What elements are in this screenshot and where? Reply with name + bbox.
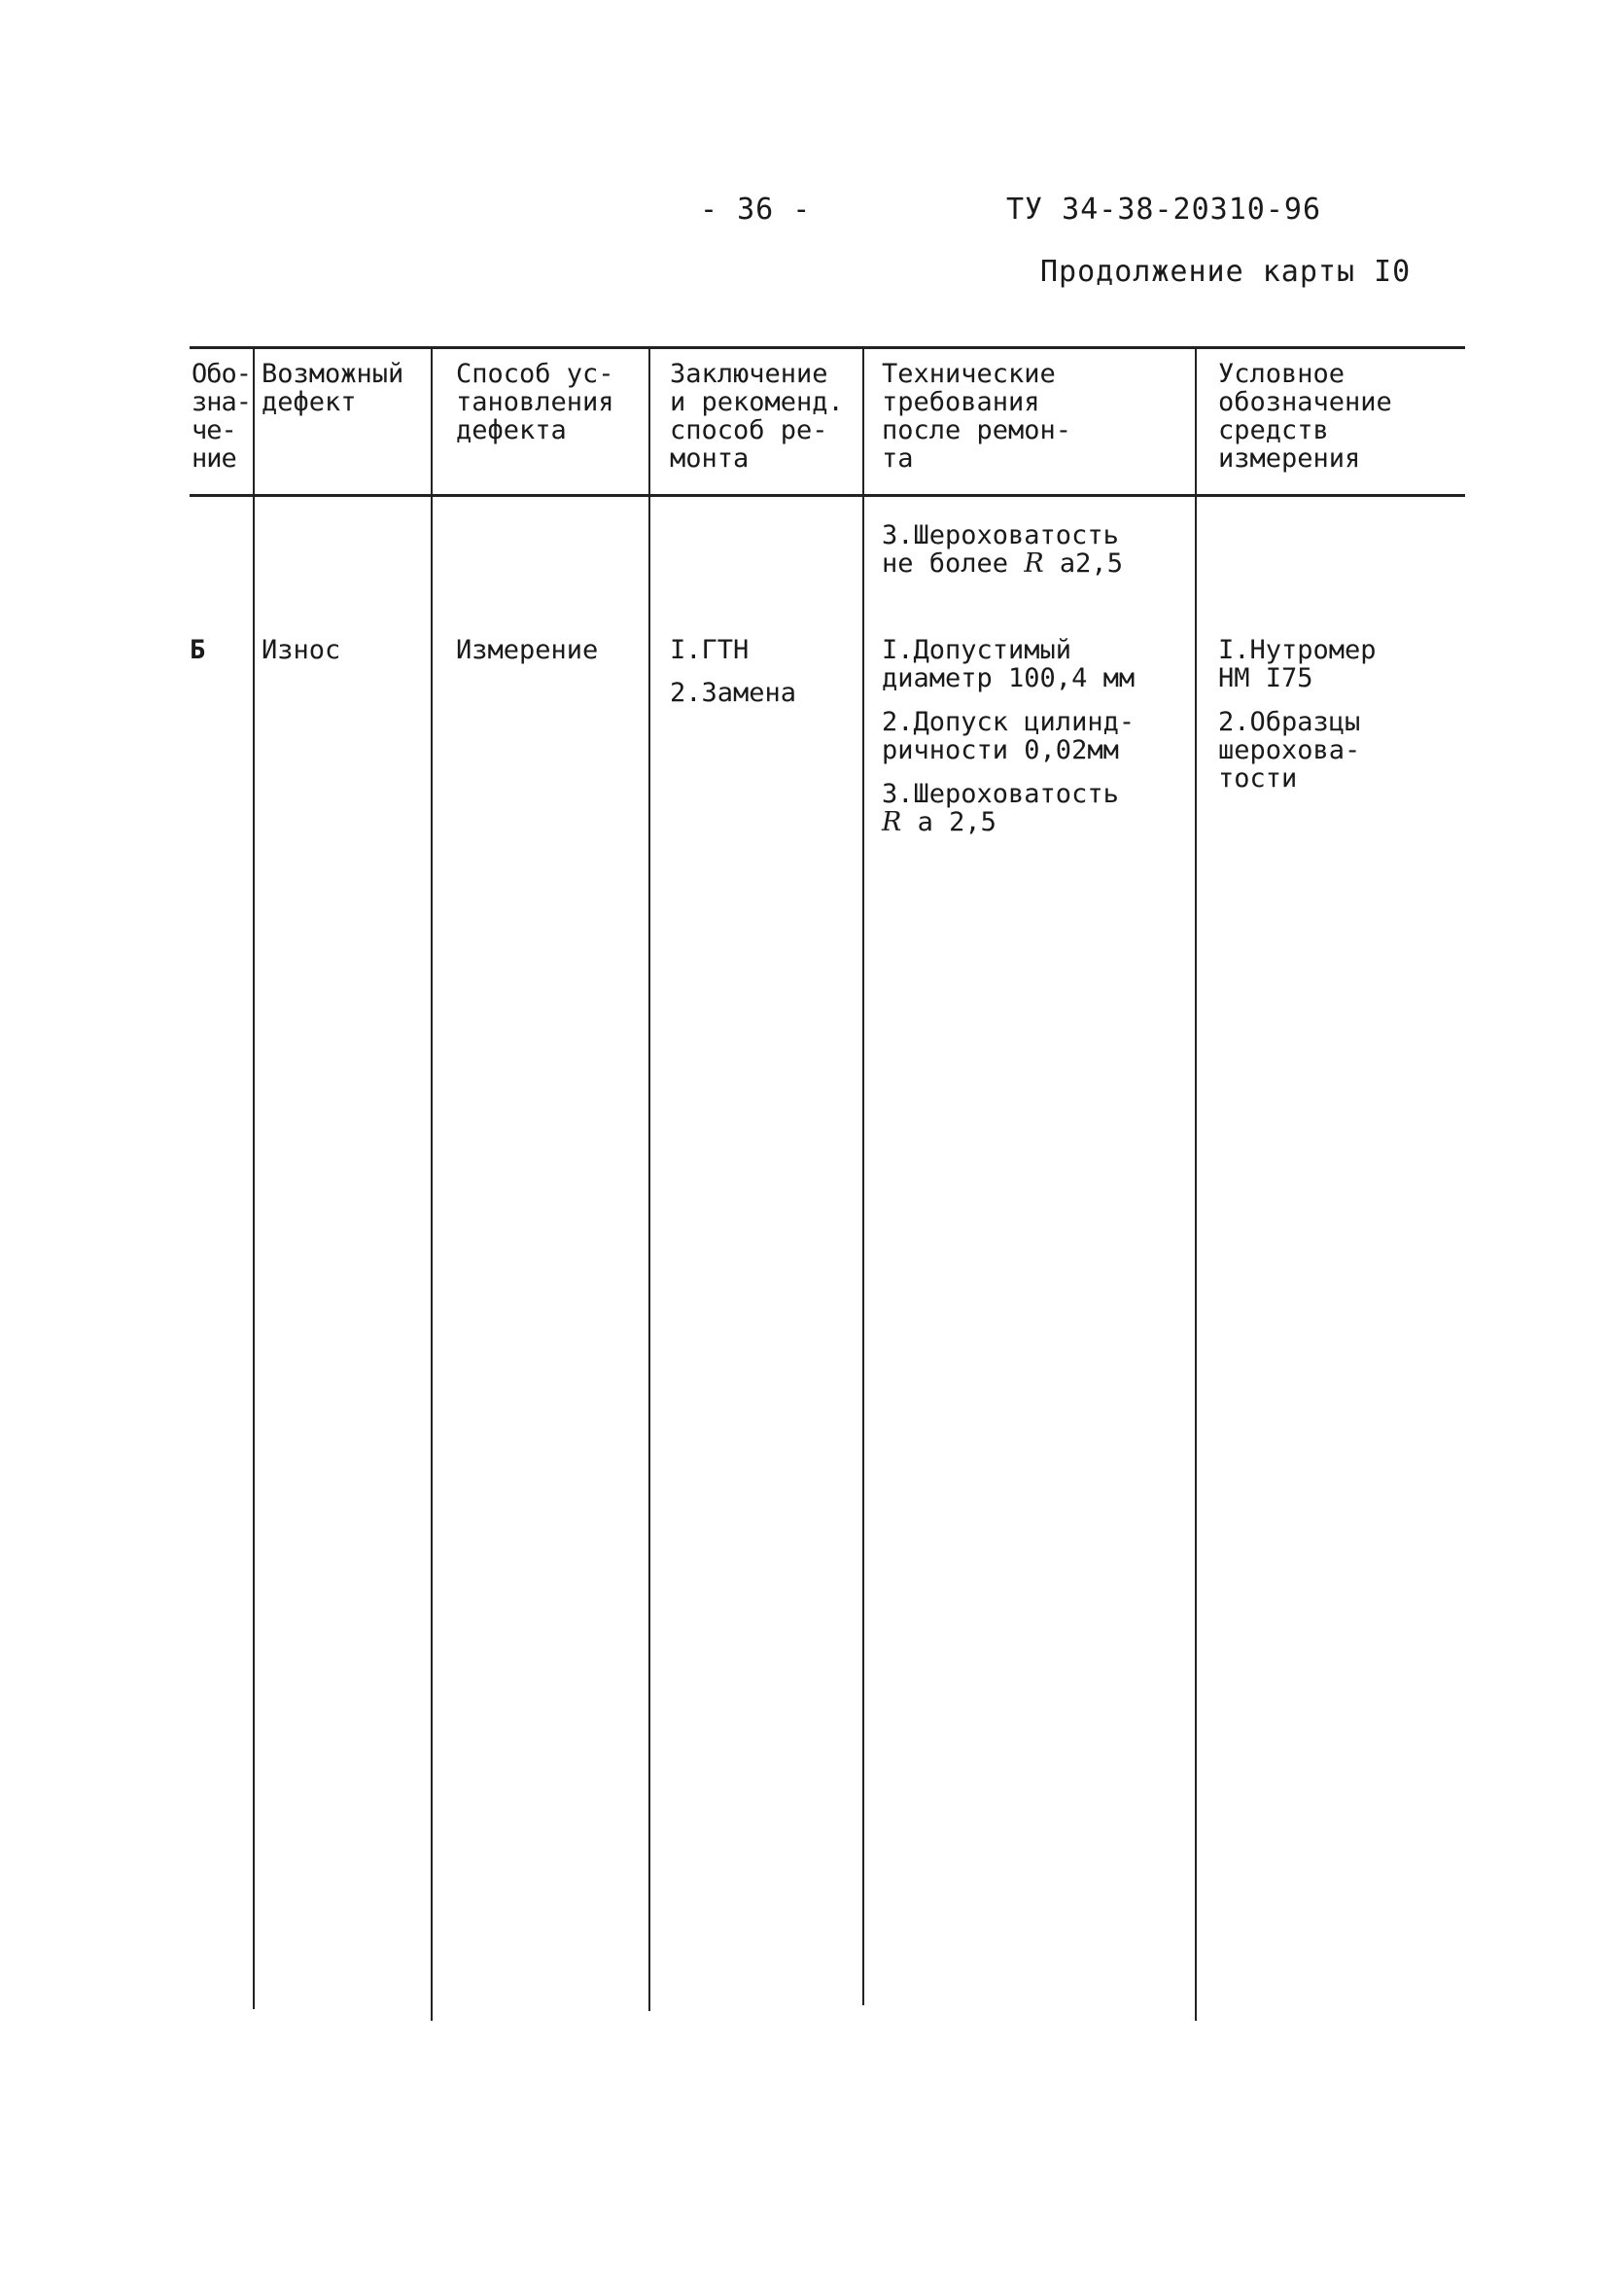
column-divider [431, 346, 433, 2021]
column-header-measuring-tools: Условное обозначение средств измерения [1218, 359, 1392, 474]
row-requirement-3-text: 3.Шероховатость [882, 779, 1119, 809]
document-code: ТУ 34-38-20310-96 [1006, 193, 1322, 227]
column-header-designation: Обо- зна- че- ние [192, 359, 252, 474]
page-number: - 36 - [700, 193, 812, 227]
roughness-symbol: R [1024, 548, 1044, 579]
column-divider [648, 346, 650, 2011]
roughness-value: a2,5 [1059, 548, 1123, 579]
row-defect: Износ [262, 635, 341, 665]
defect-table [190, 346, 1465, 2027]
column-header-requirements: Технические требования после ремон- та [882, 359, 1072, 474]
row-repair-item-2: 2.Замена [670, 678, 797, 708]
column-header-defect: Возможный дефект [262, 359, 404, 417]
row-method: Измерение [456, 635, 599, 665]
continued-roughness-requirement [882, 521, 1193, 578]
column-divider [1195, 346, 1197, 2021]
continuation-title: Продолжение карты I0 [1040, 255, 1412, 289]
column-header-repair: Заключение и рекоменд. способ ре- монта [670, 359, 844, 474]
column-divider [253, 346, 255, 2009]
row-repair-item-1: I.ГТН [670, 635, 750, 665]
row-tool-2: 2.Образцы шерохова- тости [1218, 707, 1361, 794]
header-bottom-rule [190, 494, 1465, 497]
table-top-rule [190, 346, 1465, 349]
row-requirement-1: I.Допустимый диаметр 100,4 мм [882, 635, 1136, 693]
row-requirement-3-value: a 2,5 [917, 807, 996, 837]
continued-requirement-text: 3.Шероховатость не более [882, 520, 1119, 579]
column-divider [862, 346, 864, 2005]
row-requirement-2: 2.Допуск цилинд- ричности 0,02мм [882, 707, 1136, 765]
row-tool-1: I.Нутромер НМ I75 [1218, 635, 1377, 693]
row-requirement-3 [882, 780, 1193, 836]
row-designation: Б [190, 635, 206, 665]
roughness-symbol: R [882, 807, 902, 837]
column-header-method: Способ ус- тановления дефекта [456, 359, 614, 445]
